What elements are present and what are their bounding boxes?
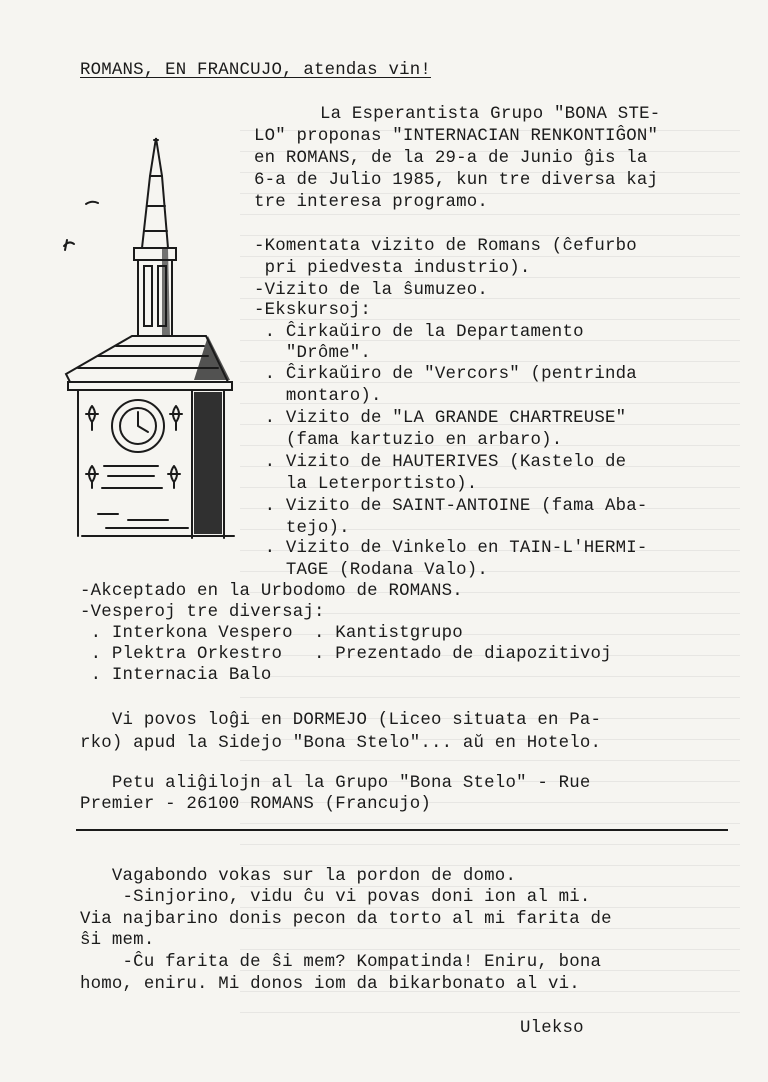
joke-line: -Sinjorino, vidu ĉu vi povas doni ion al mi. <box>80 888 591 907</box>
lodging-line: Vi povos loĝi en DORMEJO (Liceo situata en Pa- <box>80 711 602 730</box>
document-title: ROMANS, EN FRANCUJO, atendas vin! <box>80 61 431 80</box>
program-line: . Vizito de SAINT-ANTOINE (fama Aba- <box>254 497 648 516</box>
program-line: . Vizito de "LA GRANDE CHARTREUSE" <box>254 409 627 428</box>
fleur-de-lis-icon <box>86 406 98 430</box>
program-line: "Drôme". <box>254 344 371 363</box>
intro-line: 6-a de Julio 1985, kun tre diversa kaj <box>254 171 659 190</box>
intro-line: tre interesa programo. <box>254 193 488 212</box>
joke-line: homo, eniru. Mi donos iom da bikarbonato al vi. <box>80 975 580 994</box>
program-line: -Vesperoj tre diversaj: <box>80 603 325 622</box>
program-line: (fama kartuzio en arbaro). <box>254 431 563 450</box>
intro-line: LO" proponas "INTERNACIAN RENKONTIĜON" <box>254 127 659 146</box>
program-line: pri piedvesta industrio). <box>254 259 531 278</box>
program-line: . Vizito de HAUTERIVES (Kastelo de <box>254 453 627 472</box>
program-line: -Akceptado en la Urbodomo de ROMANS. <box>80 582 463 601</box>
program-line: . Ĉirkaŭiro de "Vercors" (pentrinda <box>254 365 637 384</box>
intro-line: en ROMANS, de la 29-a de Junio ĝis la <box>254 149 648 168</box>
lodging-line: rko) apud la Sidejo "Bona Stelo"... aŭ en Hotelo. <box>80 734 602 753</box>
signature: Ulekso <box>520 1019 584 1038</box>
joke-line: Vagabondo vokas sur la pordon de domo. <box>80 867 517 886</box>
evening-line: . Plektra Orkestro . Prezentado de diapozitivoj <box>80 645 612 664</box>
program-line: -Vizito de la ŝumuzeo. <box>254 281 488 300</box>
fleur-de-lis-icon <box>170 406 182 430</box>
joke-line: -Ĉu farita de ŝi mem? Kompatinda! Eniru, bona <box>80 953 602 972</box>
program-line: montaro). <box>254 387 382 406</box>
program-line: TAGE (Rodana Valo). <box>254 561 488 580</box>
fleur-de-lis-icon <box>168 466 180 488</box>
program-line: -Komentata vizito de Romans (ĉefurbo <box>254 237 637 256</box>
program-line: . Ĉirkaŭiro de la Departamento <box>254 323 584 342</box>
program-line: . Vizito de Vinkelo en TAIN-L'HERMI- <box>254 539 648 558</box>
program-line: -Ekskursoj: <box>254 301 371 320</box>
horizontal-rule <box>76 829 728 831</box>
clock-tower-illustration <box>58 136 240 541</box>
program-line: la Leterportisto). <box>254 475 478 494</box>
bird-icon <box>64 240 74 250</box>
program-line: tejo). <box>254 519 350 538</box>
joke-line: ŝi mem. <box>80 931 155 950</box>
bird-icon <box>86 202 98 204</box>
evening-line: . Internacia Balo <box>80 666 272 685</box>
contact-line: Petu aliĝilojn al la Grupo "Bona Stelo" - Rue <box>80 774 591 793</box>
contact-line: Premier - 26100 ROMANS (Francujo) <box>80 795 431 814</box>
intro-line: La Esperantista Grupo "BONA STE- <box>320 105 661 124</box>
joke-line: Via najbarino donis pecon da torto al mi farita de <box>80 910 612 929</box>
evening-line: . Interkona Vespero . Kantistgrupo <box>80 624 463 643</box>
fleur-de-lis-icon <box>86 466 98 488</box>
